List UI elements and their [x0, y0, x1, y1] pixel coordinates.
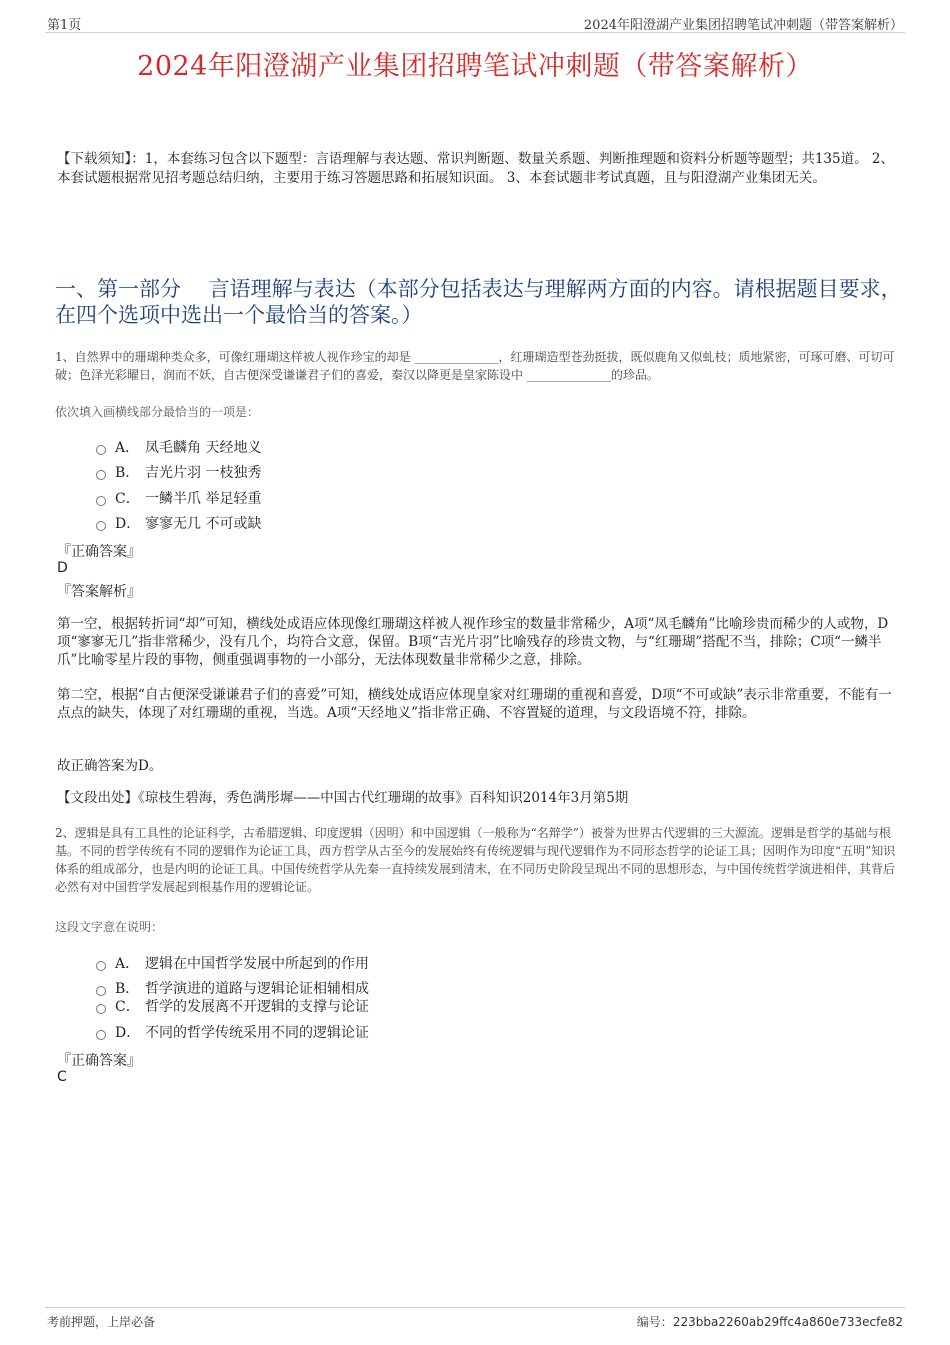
radio-icon[interactable] — [96, 1030, 106, 1040]
question-1-analysis-paragraph: 第一空，根据转折词“却”可知，横线处成语应体现像红珊瑚这样被人视作珍宝的数量非常稀少，A项“凤毛麟角”比喻珍贵而稀少的人或物，D项“寥寥无几”指非常稀少，没有几个，均符合文意，保留。B项“吉光片羽”比喻残存的珍贵文物，与“红珊瑚”搭配不当，排除；C项“一鳞半爪”比喻零星片段的事物，侧重强调事物的一小部分，无法体现数量非常稀少之意，排除。 — [57, 616, 889, 668]
question-1-option-b[interactable]: B． 吉光片羽 一枝独秀 — [96, 462, 261, 482]
question-2-answer: C — [57, 1069, 67, 1085]
question-2-prompt: 这段文字意在说明： — [55, 920, 164, 934]
radio-icon[interactable] — [96, 1004, 106, 1014]
question-1-stem: 1、自然界中的珊瑚种类众多，可像红珊瑚这样被人视作珍宝的却是 ______________，红珊瑚造型苍劲挺拔，既似鹿角又似虬枝；质地紧密，可琢可磨、可切可破；色泽光彩曜日，润而不妖，自古便深受谦谦君子们的喜爱，秦汉以降更是皇家陈设中 ______________的珍品。 — [55, 350, 895, 382]
document-code: 编号：223bba2260ab29ffc4a860e733ecfe82 — [636, 1315, 903, 1329]
radio-icon[interactable] — [96, 496, 106, 506]
radio-icon[interactable] — [96, 445, 106, 455]
question-1-analysis-paragraph: 第二空，根据“自古便深受谦谦君子们的喜爱”可知，横线处成语应体现皇家对红珊瑚的重视和喜爱，D项“不可或缺”表示非常重要，不能有一点点的缺失，体现了对红珊瑚的重视，当选。A项“天经地义”指非常正确、不容置疑的道理，与文段语境不符，排除。 — [57, 687, 892, 721]
question-1-answer: D — [57, 560, 68, 576]
download-notice: 【下载须知】：1，本套练习包含以下题型：言语理解与表达题、常识判断题、数量关系题、判断推理题和资料分析题等题型；共135道。 2、本套试题根据常见招考题总结归纳，主要用于练习答题思路和拓展知识面。 3、本套试题非考试真题，且与阳澄湖产业集团无关。 — [57, 151, 894, 186]
question-1-analysis-label: 『答案解析』 — [57, 584, 141, 600]
question-1-prompt: 依次填入画横线部分最恰当的一项是： — [55, 405, 260, 419]
question-2-answer-label: 『正确答案』 — [57, 1053, 141, 1069]
page-title: 2024年阳澄湖产业集团招聘笔试冲刺题（带答案解析） — [137, 51, 813, 82]
question-1-conclusion: 故正确答案为D。 — [57, 758, 163, 774]
section-heading: 一、第一部分 言语理解与表达（本部分包括表达与理解两方面的内容。请根据题目要求，在四个选项中选出一个最恰当的答案。） — [55, 277, 902, 327]
question-1-option-a[interactable]: A． 凤毛麟角 天经地义 — [96, 437, 261, 457]
radio-icon[interactable] — [96, 521, 106, 531]
question-2-option-a[interactable]: A． 逻辑在中国哲学发展中所起到的作用 — [96, 953, 369, 973]
question-2-option-d[interactable]: D． 不同的哲学传统采用不同的逻辑论证 — [96, 1022, 369, 1042]
footer-slogan: 考前押题，上岸必备 — [47, 1315, 156, 1329]
question-2-option-b[interactable]: B． 哲学演进的道路与逻辑论证相辅相成 — [96, 978, 369, 998]
question-2-stem: 2、逻辑是具有工具性的论证科学，古希腊逻辑、印度逻辑（因明）和中国逻辑（一般称为“名辩学”）被誉为世界古代逻辑的三大源流。逻辑是哲学的基础与根基。不同的哲学传统有不同的逻辑作为论证工具，西方哲学从古至今的发展始终有传统逻辑与现代逻辑作为不同形态哲学的论证工具；因明作为印度“五明”知识体系的组成部分，也是内明的论证工具。中国传统哲学从先秦一直持续发展到清末，在不同历史阶段呈现出不同的思想形态，与中国传统哲学演进相伴，其背后必然有对中国哲学发展起到根基作用的逻辑论证。 — [55, 826, 896, 894]
radio-icon[interactable] — [96, 961, 106, 971]
question-1-option-d[interactable]: D． 寥寥无几 不可或缺 — [96, 513, 261, 533]
header-doc-title: 2024年阳澄湖产业集团招聘笔试冲刺题（带答案解析） — [583, 18, 903, 33]
header-divider — [45, 32, 905, 33]
radio-icon[interactable] — [96, 470, 106, 480]
question-2-option-c[interactable]: C． 哲学的发展离不开逻辑的支撑与论证 — [96, 996, 369, 1016]
radio-icon[interactable] — [96, 986, 106, 996]
question-1-answer-label: 『正确答案』 — [57, 544, 141, 560]
footer-divider — [45, 1307, 905, 1308]
question-1-source: 【文段出处】《琼枝生碧海，秀色满彤墀——中国古代红珊瑚的故事》百科知识2014年3月第5期 — [57, 790, 629, 806]
question-1-option-c[interactable]: C． 一鳞半爪 举足轻重 — [96, 488, 261, 508]
page-number: 第1页 — [47, 18, 82, 33]
